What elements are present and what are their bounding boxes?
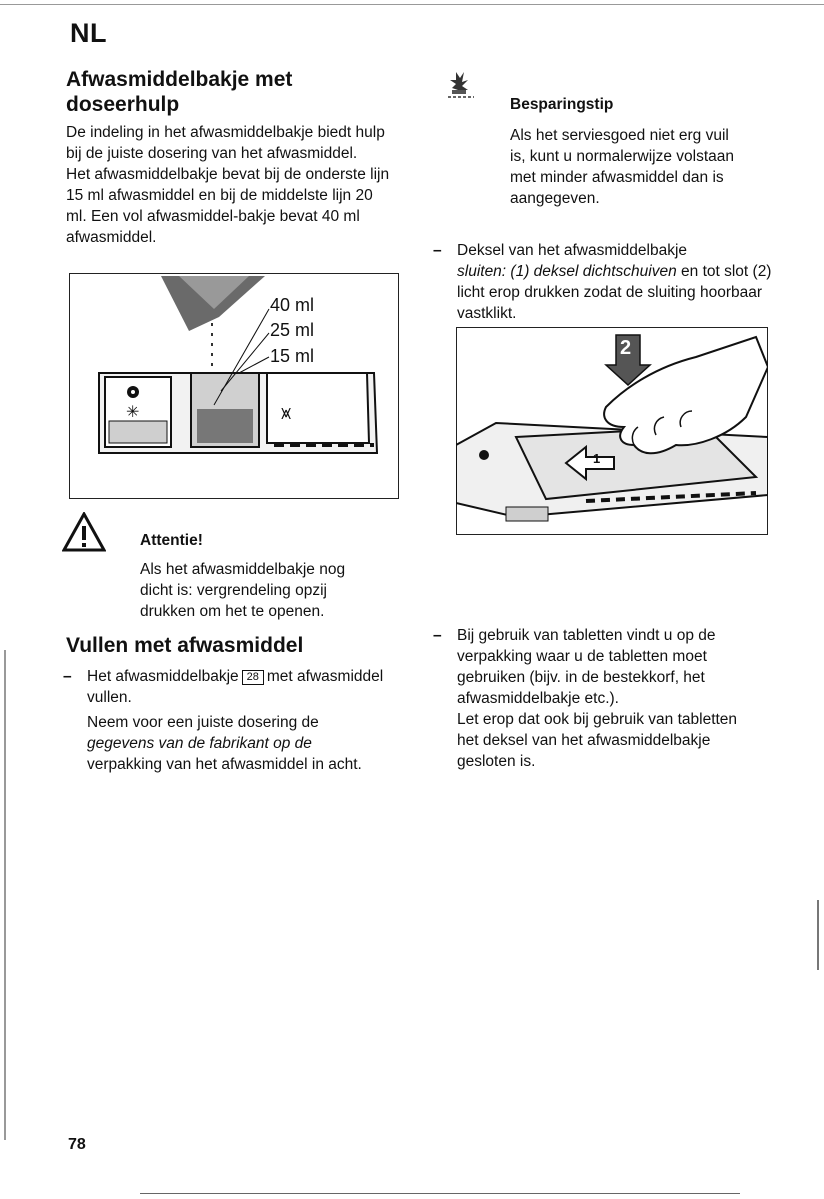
section-title: Afwasmiddelbakje met doseerhulp xyxy=(66,68,293,116)
intro-paragraph: De indeling in het afwasmiddelbakje biedt hulp bij de juiste dosering van het afwasmiddel. xyxy=(66,124,385,162)
page-number: 78 xyxy=(68,1136,86,1153)
bottom-rule xyxy=(140,1193,740,1194)
list-item: – Bij gebruik van tabletten vindt u op de verpakking waar u de tabletten moet gebruiken (bijv. in de bestekkorf, het afwasmiddelbakje etc.). Let erop dat ook bij gebruik van tabletten het deksel van het afwasmiddelbakje gesloten is. xyxy=(433,627,738,770)
svg-text:✳: ✳ xyxy=(126,404,140,421)
closing-lid-drawing xyxy=(456,327,768,535)
label-40ml: 40 ml xyxy=(270,295,315,315)
capacity-paragraph: Het afwasmiddelbakje bevat bij de onderste lijn 15 ml afwasmiddel en bij de middelste lijn 20 ml. Een vol afwasmiddel-bakje bevat 40 ml afwasmiddel. xyxy=(66,166,390,246)
svg-text:⩙: ⩙ xyxy=(281,403,292,423)
attention-title: Attentie! xyxy=(140,532,203,549)
section-filling xyxy=(63,633,396,775)
label-15ml: 15 ml xyxy=(270,346,315,366)
left-edge-mark xyxy=(4,650,6,1140)
section-detergent-dispenser xyxy=(66,67,396,248)
top-rule xyxy=(0,4,824,5)
eco-tip-icon xyxy=(446,70,480,102)
step-number-2: 2 xyxy=(620,337,632,359)
dispenser-illustration xyxy=(69,273,399,500)
list-item: – Het afwasmiddelbakje 28 met afwasmiddel vullen. Neem voor een juiste dosering de gegevens van de fabrikant op de verpakking van het afwasmiddel in acht. xyxy=(63,668,384,773)
label-25ml: 25 ml xyxy=(270,320,315,340)
dispenser-drawing xyxy=(69,273,399,500)
right-edge-mark xyxy=(817,900,819,970)
step-number-1: 1 xyxy=(593,451,601,466)
tip-block xyxy=(510,94,750,209)
attention-text: Als het afwasmiddelbakje nog dicht is: vergrendeling opzij drukken om het te openen. xyxy=(140,561,346,620)
warning-triangle-icon xyxy=(62,512,106,552)
attention-block xyxy=(140,530,390,622)
list-item: – Deksel van het afwasmiddelbakje sluiten: (1) deksel dichtschuiven en tot slot (2) licht erop drukken zodat de sluiting hoorbaar vastklikt. xyxy=(433,242,772,322)
language-code: NL xyxy=(70,18,107,48)
closing-lid-illustration xyxy=(456,327,768,535)
tip-text: Als het serviesgoed niet erg vuil is, kunt u normalerwijze volstaan met minder afwasmiddel dan is aangegeven. xyxy=(510,127,734,207)
tip-title: Besparingstip xyxy=(510,96,614,113)
section2-title: Vullen met afwasmiddel xyxy=(66,634,304,657)
reference-number: 28 xyxy=(242,670,264,685)
